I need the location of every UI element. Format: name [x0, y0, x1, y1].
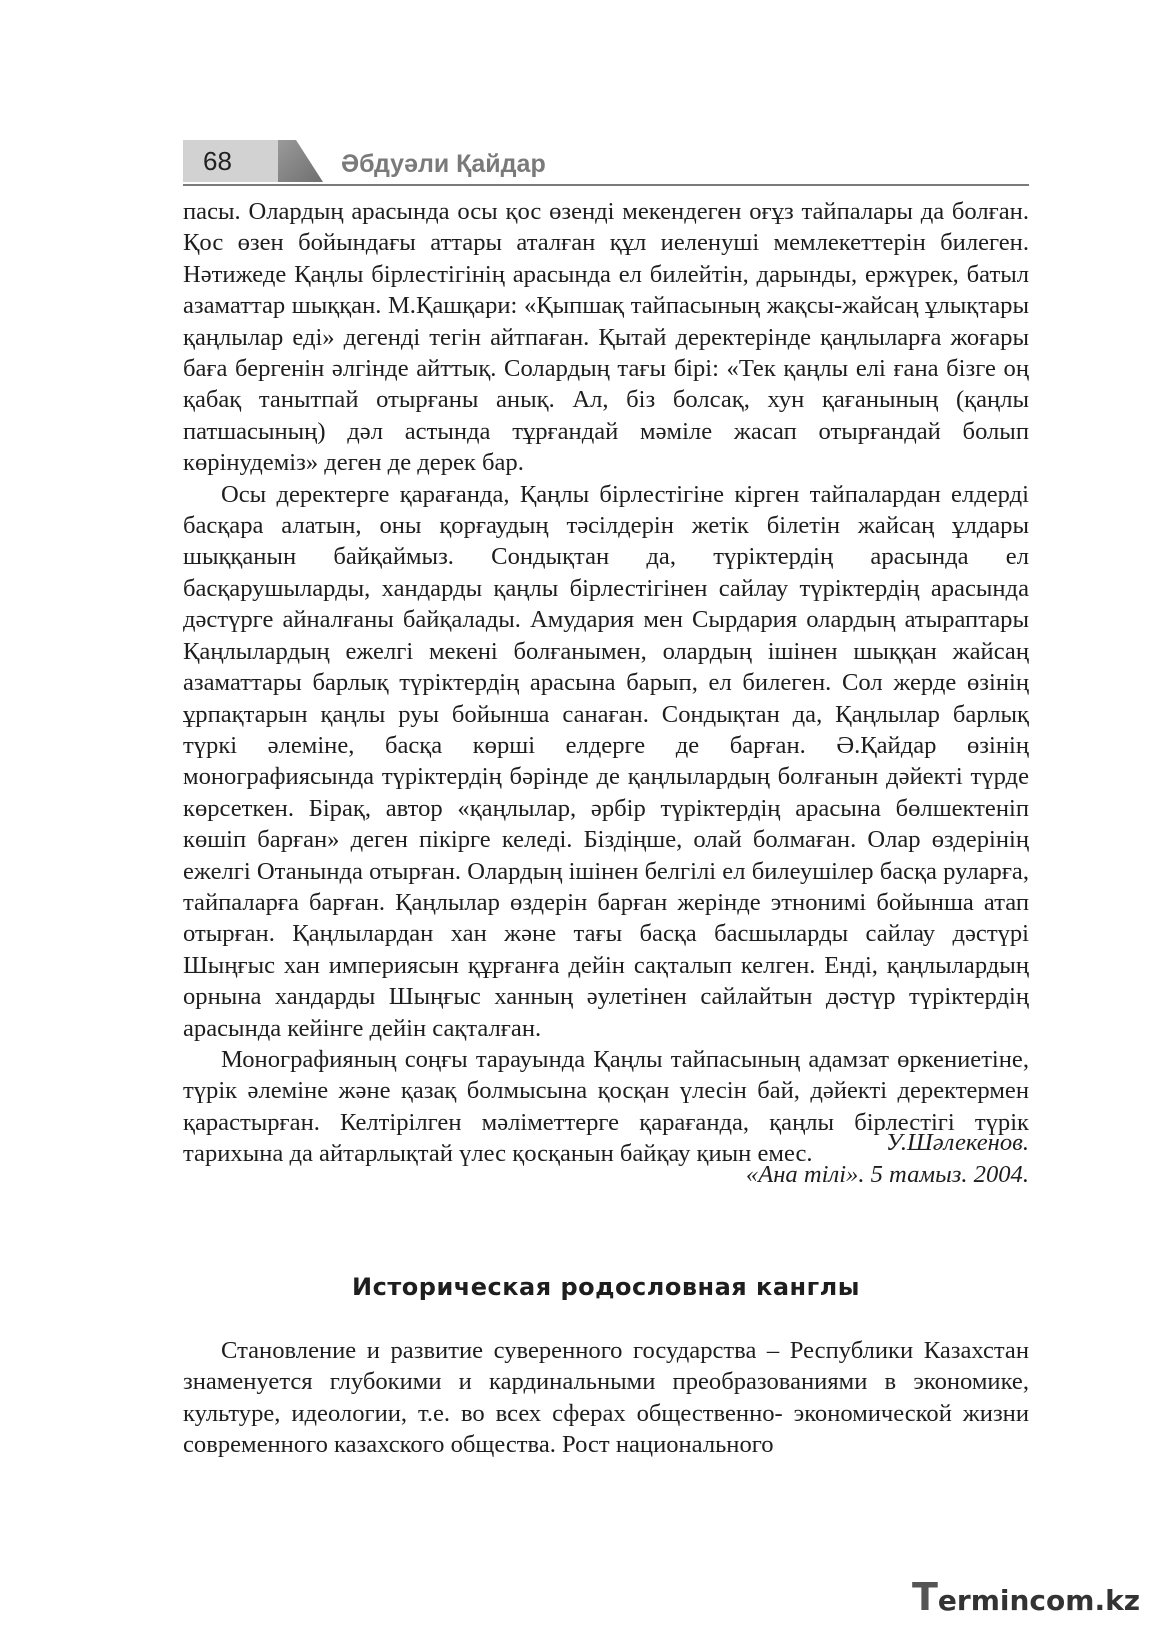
watermark-logo-letter: T: [912, 1575, 938, 1619]
section-paragraph: Становление и развитие суверенного государства – Республики Казахстан знаменуется глубокими и кардинальными преобразованиями в экономике, культуре, идеологии, т.е. во всех сферах общественно- экономической жизни современного казахского общества. Рост национального: [183, 1337, 1029, 1459]
signature-source: «Ана тілі». 5 тамыз. 2004.: [745, 1161, 1029, 1188]
running-head-author: Әбдуәли Қайдар: [341, 150, 546, 178]
paragraph-2: Осы деректерге қарағанда, Қаңлы бірлестігіне кірген тайпалардан елдерді басқара алатын, оны қорғаудың тәсілдерін жетік білетін жайсаң ұлдары шыққанын байқаймыз. Сондықтан да, түріктердің арасында ел басқарушыларды, хандарды қаңлы бірлестігінен сайлау түріктердің арасында дәстүрге айналғаны байқалады. Амудария мен Сырдария олардың атыраптары Қаңлылардың ежелгі мекені болғанымен, олардың ішінен шыққан жайсаң азаматтары барлық түріктердің арасына барып, ел билеген. Сол жерде өзінің ұрпақтарын қаңлы руы бойынша санаған. Сондықтан да, Қаңлылар барлық түркі әлеміне, басқа көрші елдерге де барған. Ә.Қайдар өзінің монографиясында түріктердің бәрінде де қаңлылардың болғанын дәйекті түрде көрсеткен. Бірақ, автор «қаңлылар, әрбір түріктердің арасына бөлшектеніп көшіп барған» деген пікірге келеді. Біздіңше, олай болмаған. Олар өздерінің ежелгі Отанында отырған. Олардың ішінен белгілі ел билеушілер басқа руларға, тайпаларға барған. Қаңлылар өздерін барған жерінде этнонимі бойынша атап отырған. Қаңлылардан хан және тағы басқа басшыларды сайлау дәстүрі Шыңғыс хан империясын құрғанға дейін сақталып келген. Енді, қаңлылардың орнына хандарды Шыңғыс ханның әулетінен сайлайтын дәстүр түріктердің арасында кейінге дейін сақталған.: [183, 480, 1029, 1042]
page-number: 68: [203, 146, 232, 176]
section-text: [183, 1335, 1029, 1461]
paragraph-1: пасы. Олардың арасында осы қос өзенді мекендеген оғұз тайпалары да болған. Қос өзен бойындағы аттары аталған құл иеленуші мемлекеттерін билеген. Нәтижеде Қаңлы бірлестігінің арасында ел билейтін, дарынды, ержүрек, батыл азаматтар шыққан. М.Қашқари: «Қыпшақ тайпасының жақсы-жайсаң ұлықтары қаңлылар еді» дегенді тегін айтпаған. Қытай деректерінде қаңлыларға жоғары баға бергенін әлгінде айттық. Солардың тағы бірі: «Тек қаңлы елі ғана бізге оң қабақ танытпай отырғаны анық. Ал, біз болсақ, хун қағанының (қаңлы патшасының) дәл астында тұрғандай мәміле жасап отырғандай болып көрінудеміз» деген де дерек бар.: [183, 198, 1029, 477]
page-number-box: [183, 140, 278, 182]
site-watermark: [912, 1575, 1140, 1619]
signature-author: У.Шәлекенов.: [885, 1129, 1029, 1156]
watermark-text: ermincom.kz: [937, 1584, 1140, 1617]
paragraph-3: Монографияның соңғы тарауында Қаңлы тайпасының адамзат өркениетіне, түрік әлеміне және қазақ болмысына қосқан үлесін бай, дәйекті деректермен қарастырған. Келтірілген мәліметтерге қарағанда, қаңлы бірлестігі түрік тарихына да айтарлықтай үлес қосқанын байқау қиын емес.: [183, 1045, 1029, 1168]
section-title: Историческая родословная канглы: [352, 1273, 860, 1301]
main-text: [183, 196, 1029, 1170]
header-arrow-decoration: [278, 140, 323, 182]
page-header: [183, 140, 1029, 186]
header-rule: [183, 184, 1029, 186]
